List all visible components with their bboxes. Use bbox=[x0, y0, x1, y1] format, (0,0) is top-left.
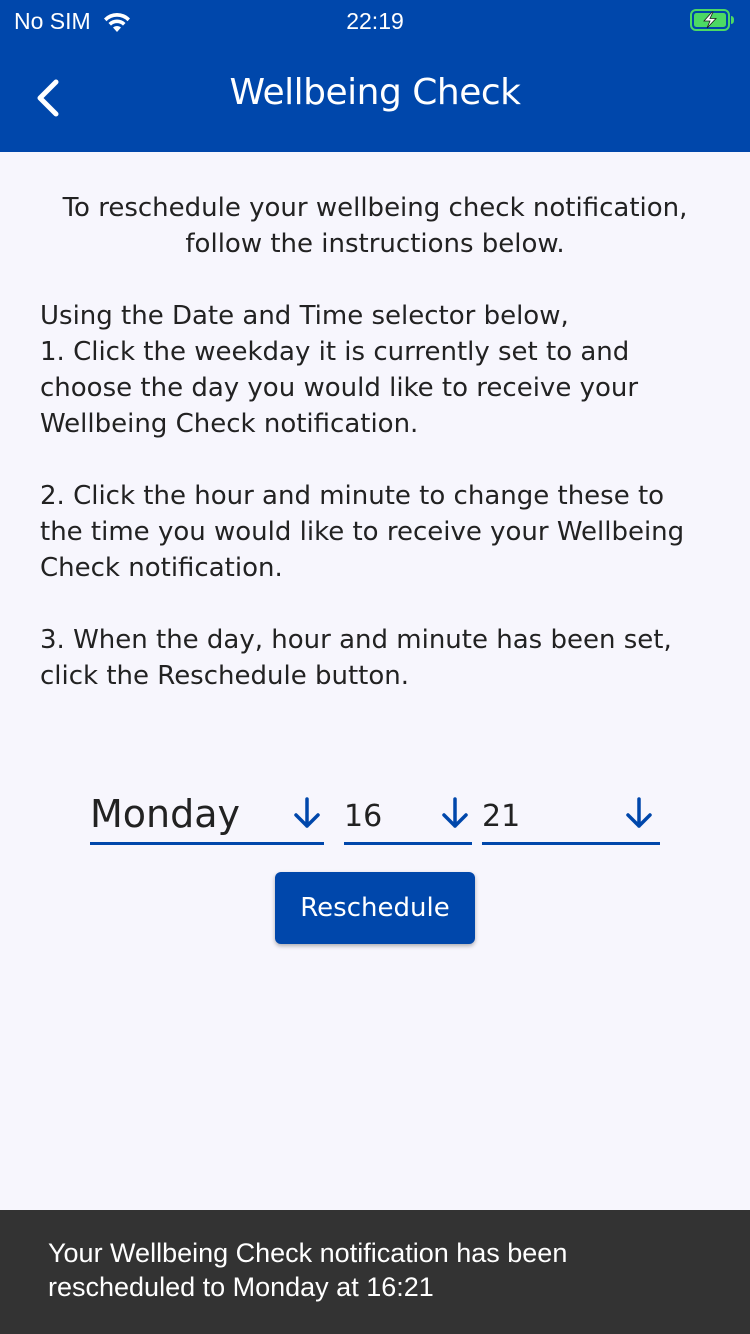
step-2-text: 2. Click the hour and minute to change these to the time you would like to receive your Wellbeing Check notification. bbox=[40, 481, 685, 583]
reschedule-button-label: Reschedule bbox=[300, 893, 450, 923]
arrow-down-icon bbox=[440, 796, 470, 830]
instructions bbox=[40, 190, 710, 730]
snackbar-message: Your Wellbeing Check notification has been rescheduled to Monday at 16:21 bbox=[48, 1238, 568, 1302]
carrier-label: No SIM bbox=[14, 8, 91, 34]
header bbox=[0, 0, 750, 152]
intro-text: To reschedule your wellbeing check notification, follow the instructions below. bbox=[62, 193, 688, 259]
day-select[interactable] bbox=[90, 788, 324, 845]
hour-value: 16 bbox=[344, 799, 383, 834]
step-1-text: Using the Date and Time selector below, 1. Click the weekday it is currently set to and choose the day you would like to receive your Wellbeing Check notification. bbox=[40, 301, 639, 439]
minute-value: 21 bbox=[482, 799, 521, 834]
hour-select[interactable] bbox=[344, 788, 472, 845]
step-3-text: 3. When the day, hour and minute has been set, click the Reschedule button. bbox=[40, 625, 672, 691]
snackbar bbox=[0, 1210, 750, 1334]
arrow-down-icon bbox=[624, 796, 654, 830]
reschedule-button[interactable] bbox=[275, 872, 475, 944]
page-title: Wellbeing Check bbox=[229, 72, 521, 113]
day-value: Monday bbox=[90, 792, 241, 836]
arrow-down-icon bbox=[292, 796, 322, 830]
status-bar bbox=[0, 0, 750, 40]
status-time: 22:19 bbox=[346, 8, 404, 34]
nav-bar bbox=[0, 40, 750, 152]
battery-charging-icon bbox=[690, 9, 736, 31]
minute-select[interactable] bbox=[482, 788, 660, 845]
